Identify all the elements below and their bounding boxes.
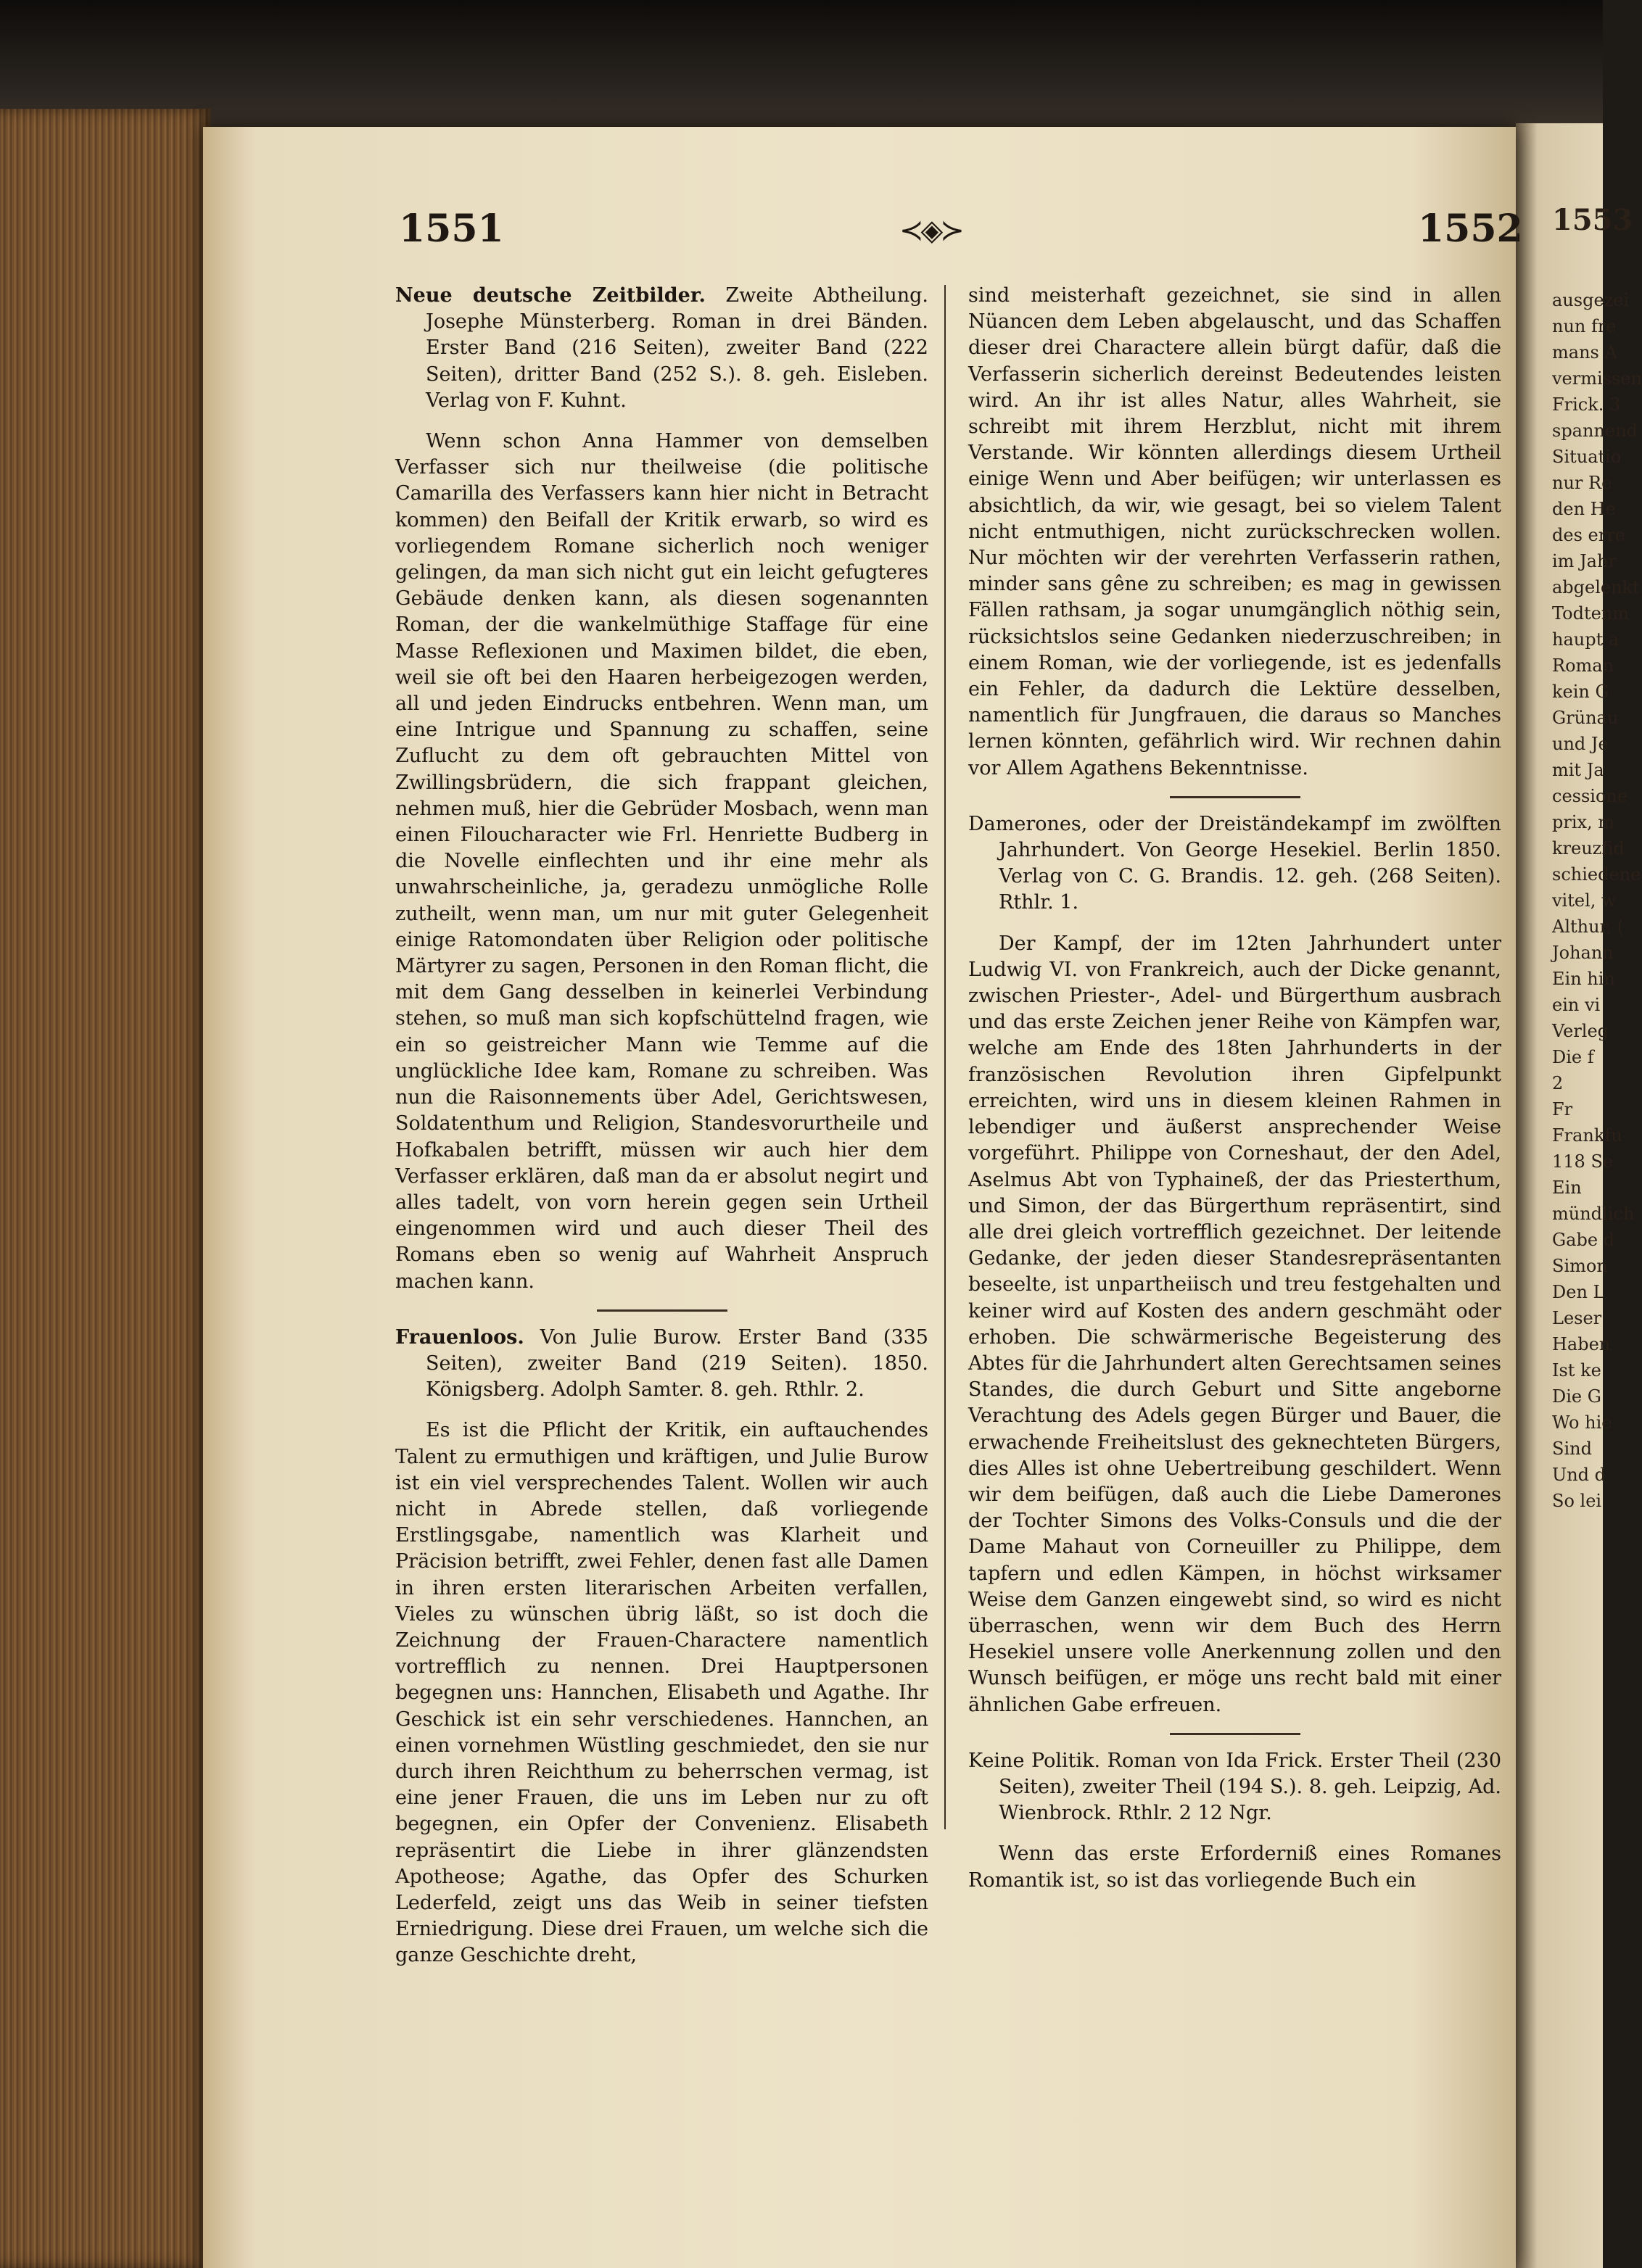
adjacent-page-fragment: mündlich [1552,1204,1635,1224]
adjacent-page-fragment: Situatio [1552,447,1622,467]
review-title [395,1325,928,1404]
review-paragraph: Wenn das erste Erforderniß eines Romanes Romantik ist, so ist das vorliegende Buch ein [968,1842,1501,1892]
adjacent-page-fragment: Und d [1552,1465,1606,1485]
right-column [968,283,1501,1894]
adjacent-page-fragment: Ein [1552,1178,1582,1198]
adjacent-page-fragment: vermissen [1552,368,1642,389]
book-page-edges [0,109,210,2268]
scan-background-top [0,0,1603,131]
adjacent-page-strip [1516,123,1642,2268]
spacer [395,414,928,429]
left-column [395,283,928,1969]
adjacent-page-fragment: Haben [1552,1334,1611,1354]
adjacent-page-fragment: mit Ja [1552,760,1604,780]
adjacent-page-fragment: Sind [1552,1439,1592,1459]
adjacent-page-fragment: Die G [1552,1386,1601,1407]
adjacent-page-fragment: den He [1552,499,1616,519]
adjacent-page-fragment: Todtenm [1552,603,1630,624]
page-header [203,207,1523,265]
adjacent-page-fragment: ausgezei [1552,290,1630,310]
adjacent-page-fragment: Simon [1552,1256,1608,1276]
section-divider [1170,1733,1300,1735]
adjacent-page-fragment: prix, m [1552,812,1615,832]
book-page [203,127,1523,2268]
review-title-bold: Frauenloos. [395,1325,524,1349]
adjacent-page-fragment: Leser [1552,1308,1602,1328]
right-page-number: 1552 [1418,207,1523,251]
left-page-number: 1551 [399,207,504,251]
adjacent-page-fragment: Den L [1552,1282,1605,1302]
review-paragraph-continued: sind meisterhaft gezeichnet, sie sind in allen Nüancen dem Leben abgelauscht, und das Schaffen dieser drei Charactere allein bürgt dafür, daß die Verfasserin sicherlich dereinst Bedeutendes leisten wird. An ihr ist alles Natur, alles Wahrheit, sie schreibt mit ihrem Herzblut, nicht mit ihrem Verstande. Wir könnten allerdings diesem Urtheil einige Wenn und Aber beifügen; wir unterlassen es absichtlich, da wir, wie gesagt, bei so vielem Talent nicht entmuthigen, nicht zurückschrecken wollen. Nur möchten wir der verehrten Verfasserin rathen, minder sans gêne zu schreiben; es mag in gewissen Fällen rathsam, ja sogar unumgänglich nöthig sein, rücksichtslos seine Gedanken niederzuschreiben; in einem Roman, wie der vorliegende, ist es jedenfalls ein Fehler, da dadurch die Lektüre desselben, namentlich für Jungfrauen, die daraus so Manches lernen könnten, gefährlich wird. Wir rechnen dahin vor Allem Agathens Bekenntnisse. [968,284,1501,779]
adjacent-page-fragment: 2 [1552,1073,1564,1093]
adjacent-page-fragment: kreuzfid [1552,838,1625,858]
review-title-bold: Neue deutsche Zeitbilder. [395,284,706,307]
adjacent-page-fragment: Ist ke [1552,1360,1601,1381]
adjacent-page-fragment: haupt a [1552,629,1620,650]
review-title-rest: Von Julie Burow. Erster Band (335 Seiten), zweiter Band (219 Seiten). 1850. Königsberg. Adolph Samter. 8. geh. Rthlr. 2. [426,1325,928,1402]
adjacent-page-fragment: Wo hie [1552,1412,1612,1433]
adjacent-page-fragment: nun fre [1552,316,1617,336]
header-ornament: ≺◈≻ [899,214,962,247]
adjacent-page-fragment: Johann [1552,943,1614,963]
adjacent-page-fragment: mans A [1552,342,1617,363]
section-divider [1170,796,1300,798]
review-title: Keine Politik. Roman von Ida Frick. Erster Theil (230 Seiten), zweiter Theil (194 S.). 8. geh. Leipzig, Ad. Wienbrock. Rthlr. 2 12 Ngr. [968,1749,1501,1825]
adjacent-page-fragment: im Jahr [1552,551,1617,571]
adjacent-page-fragment: spannend [1552,421,1638,441]
adjacent-page-fragment: 118 Se [1552,1151,1614,1172]
review-title: Damerones, oder der Dreiständekampf im zwölften Jahrhundert. Von George Hesekiel. Berlin 1850. Verlag von C. G. Brandis. 12. geh. (268 Seiten). Rthlr. 1. [968,812,1501,914]
adjacent-page-fragment: Frankfu [1552,1125,1622,1146]
adjacent-page-fragment: Gabe d [1552,1230,1615,1250]
column-rule [944,285,946,1829]
adjacent-page-fragment: Ein hin [1552,969,1615,989]
adjacent-page-fragment: Roman [1552,655,1614,676]
adjacent-page-fragment: Verleg [1552,1021,1609,1041]
spacer [968,1826,1501,1841]
adjacent-page-fragment: ein vi [1552,995,1601,1015]
adjacent-page-fragment: und Je [1552,734,1609,754]
adjacent-page-fragment: Die f [1552,1047,1594,1067]
adjacent-page-fragment: nur Re [1552,473,1612,493]
adjacent-page-fragment: Althur, ( [1552,916,1625,937]
spacer [968,916,1501,931]
adjacent-page-fragment: Fr [1552,1099,1573,1119]
review-paragraph: Es ist die Pflicht der Kritik, ein auftauchendes Talent zu ermuthigen und kräftigen, und Julie Burow ist ein viel versprechendes Talent. Wollen wir auch nicht in Abrede stellen, daß vorliegende Erstlingsgabe, namentlich was Klarheit und Präcision betrifft, zwei Fehler, denen fast alle Damen in ihren ersten literarischen Arbeiten verfallen, Vieles zu wünschen übrig läßt, so ist doch die Zeichnung der Frauen-Charactere namentlich vortrefflich zu nennen. Drei Hauptpersonen begegnen uns: Hannchen, Elisabeth und Agathe. Ihr Geschick ist ein sehr verschiedenes. Hannchen, an einen vornehmen Wüstling geschmiedet, den sie nur durch ihren Reichthum zu beherrschen vermag, ist eine jener Frauen, die uns im Leben nur zu oft begegnen, ein Opfer der Convenienz. Elisabeth repräsentirt die Liebe in ihrer glänzendsten Apotheose; Agathe, das Opfer des Schurken Lederfeld, zeigt uns das Weib in seiner tiefsten Erniedrigung. Diese drei Frauen, um welche sich die ganze Geschichte dreht, [395,1419,928,1967]
adjacent-page-fragment: Grünau [1552,708,1619,728]
adjacent-page-fragment: Frick. 3 [1552,394,1621,415]
adjacent-page-fragment: abgelenkt [1552,577,1640,597]
adjacent-page-fragment: des erre [1552,525,1625,545]
review-title [395,283,928,414]
adjacent-page-fragment: So lei [1552,1491,1602,1511]
review-paragraph: Der Kampf, der im 12ten Jahrhundert unter Ludwig VI. von Frankreich, auch der Dicke genannt, zwischen Priester-, Adel- und Bürgerthum ausbrach und das erste Zeichen jener Reihe von Kämpfen war, welche am Ende des 18ten Jahrhunderts in der französischen Revolution ihren Gipfelpunkt erreichten, wird uns in diesem kleinen Rahmen in lebendiger und äußerst ansprechender Weise vorgeführt. Philippe von Corneshaut, der den Adel, Aselmus Abt von Typhaineß, der das Priesterthum, und Simon, der das Bürgerthum repräsentirt, sind alle drei gleich vortrefflich gezeichnet. Der leitende Gedanke, der jeden dieser Standesrepräsentanten beseelte, ist unpartheiisch und treu festgehalten und keiner wird auf Kosten des andern geschmäht oder erhoben. Die schwärmerische Begeisterung des Abtes für die Jahrhundert alten Gerechtsamen seines Standes, die durch Geburt und Sitte angeborne Verachtung des Adels gegen Bürger und Bauer, die erwachende Freiheitslust des geknechteten Bürgers, dies Alles ist ohne Uebertreibung geschildert. Wenn wir dem beifügen, daß auch die Liebe Damerones der Tochter Simons des Volks-Consuls und die der Dame Mahaut von Corneuiller zu Philippe, dem tapfern und edlen Kämpen, in höchst wirksamer Weise dem Ganzen eingewebt sind, so wird es nicht überraschen, wenn wir dem Buch des Herrn Hesekiel unsere volle Anerkennung zollen und den Wunsch beifügen, er möge uns recht bald mit einer ähnlichen Gabe erfreuen. [968,932,1501,1716]
adjacent-page-fragment: vitel, w [1552,890,1617,911]
section-divider [597,1309,727,1312]
adjacent-page-fragment: kein G [1552,682,1609,702]
adjacent-page-fragment: schiedene [1552,864,1641,885]
review-paragraph: Wenn schon Anna Hammer von demselben Verfasser sich nur theilweise (die politische Camarilla des Verfassers kann hier nicht in Betracht kommen) den Beifall der Kritik erwarb, so wird es vorliegendem Romane sicherlich noch weniger gelingen, da man sich nicht gut ein leicht gefugteres Gebäude denken kann, als diesen sogenannten Roman, der die wankelmüthige Staffage für eine Masse Reflexionen und Maximen bildet, die eben, weil sie oft bei den Haaren herbeigezogen werden, all und jeden Eindrucks entbehren. Wenn man, um eine Intrigue und Spannung zu schaffen, seine Zuflucht zu dem oft gebrauchten Mittel von Zwillingsbrüdern, die sich frappant gleichen, nehmen muß, hier die Gebrüder Mosbach, wenn man einen Filoucharacter wie Frl. Henriette Budberg in die Novelle einflechten und ihr eine mehr als unwahrscheinliche, ja, geradezu unmögliche Rolle zutheilt, wenn man, um nur mit guter Gelegenheit einige Ratomondaten über Religion oder politische Märtyrer zu sagen, Personen in den Roman flicht, die mit dem Gang desselben in keinerlei Verbindung stehen, so muß man sich kopfschüttelnd fragen, wie ein so geistreicher Mann wie Temme auf die unglückliche Idee kam, Romane zu schreiben. Was nun die Raisonnements über Adel, Gerichtswesen, Soldatenthum und Religion, Standesvorurtheile und Hofkabalen betrifft, müssen wir auch hier dem Verfasser erklären, daß man da er absolut negirt und alles tadelt, von vorn herein gegen sein Urtheil eingenommen wird und auch dieser Theil des Romans eben so wenig auf Wahrheit Anspruch machen kann. [395,430,928,1293]
review-title-rest: Zweite Abtheilung. Josephe Münsterberg. Roman in drei Bänden. Erster Band (216 Seiten), zweiter Band (222 Seiten), dritter Band (252 S.). 8. geh. Eisleben. Verlag von F. Kuhnt. [426,284,928,412]
spacer [395,1403,928,1418]
adjacent-page-number: 1553 [1552,203,1633,237]
adjacent-page-fragment: cessione [1552,786,1628,806]
